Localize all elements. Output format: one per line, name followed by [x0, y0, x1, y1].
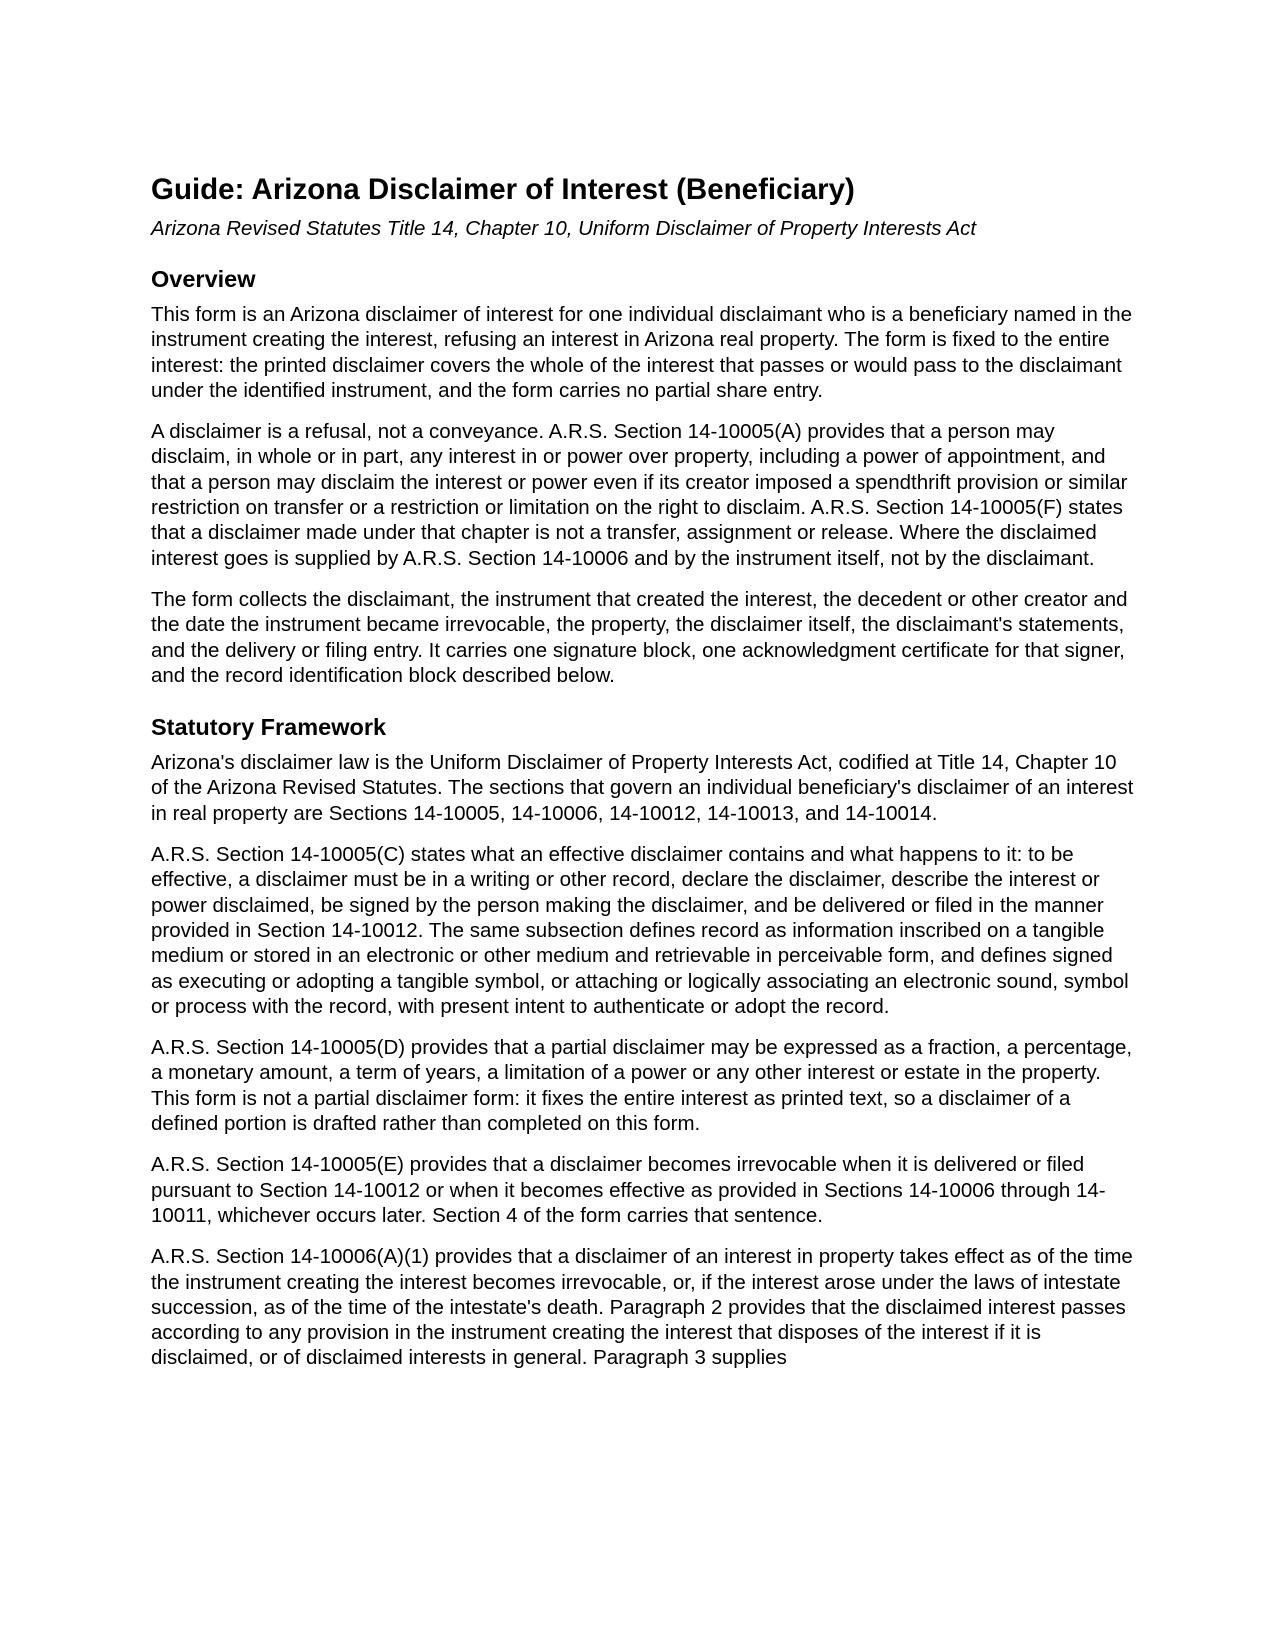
- document-subtitle: Arizona Revised Statutes Title 14, Chapter 10, Uniform Disclaimer of Property Interests Act: [151, 217, 977, 240]
- statutory-paragraph-3: A.R.S. Section 14-10005(D) provides that a partial disclaimer may be expressed as a fraction, a percentage, a monetary amount, a term of years, a limitation of a power or any other interest or estate in the property. This form is not a partial disclaimer form: it fixes the entire interest as printed text, so a disclaimer of a defined portion is drafted rather than completed on this form.: [151, 1036, 1133, 1136]
- overview-section: [151, 265, 1136, 688]
- statutory-framework-section: [151, 713, 1136, 1371]
- overview-paragraph-1: This form is an Arizona disclaimer of interest for one individual disclaimant who is a beneficiary named in the instrument creating the interest, refusing an interest in Arizona real property. The form is fixed to the entire interest: the printed disclaimer covers the whole of the interest that passes or would pass to the disclaimant under the identified instrument, and the form carries no partial share entry.: [151, 303, 1133, 402]
- statutory-paragraph-4: A.R.S. Section 14-10005(E) provides that a disclaimer becomes irrevocable when it is delivered or filed pursuant to Section 14-10012 or when it becomes effective as provided in Sections 14-10006 through 14-10011, whichever occurs later. Section 4 of the form carries that sentence.: [151, 1153, 1106, 1227]
- overview-paragraph-3: The form collects the disclaimant, the instrument that created the interest, the decedent or other creator and the date the instrument became irrevocable, the property, the disclaimer itself, the disclaimant's statements, and the delivery or filing entry. It carries one signature block, one acknowledgment certificate for that signer, and the record identification block described below.: [151, 587, 1128, 687]
- statutory-paragraph-5: A.R.S. Section 14-10006(A)(1) provides that a disclaimer of an interest in property takes effect as of the time the instrument creating the interest becomes irrevocable, or, if the interest arose under the laws of intestate succession, as of the time of the intestate's death. Paragraph 2 provides that the disclaimed interest passes according to any provision in the instrument creating the interest that disposes of the interest if it is disclaimed, or of disclaimed interests in general. Paragraph 3 supplies: [151, 1245, 1133, 1370]
- document-title: Guide: Arizona Disclaimer of Interest (Beneficiary): [151, 173, 855, 206]
- statutory-paragraph-1: Arizona's disclaimer law is the Uniform Disclaimer of Property Interests Act, codified at Title 14, Chapter 10 of the Arizona Revised Statutes. The sections that govern an individual beneficiary's disclaimer of an interest in real property are Sections 14-10005, 14-10006, 14-10012, 14-10013, and 14-10014.: [151, 751, 1134, 825]
- overview-paragraph-2: A disclaimer is a refusal, not a conveyance. A.R.S. Section 14-10005(A) provides that a person may disclaim, in whole or in part, any interest in or power over property, including a power of appointment, and that a person may disclaim the interest or power even if its creator imposed a spendthrift provision or similar restriction on transfer or a restriction or limitation on the right to disclaim. A.R.S. Section 14-10005(F) states that a disclaimer made under that chapter is not a transfer, assignment or release. Where the disclaimed interest goes is supplied by A.R.S. Section 14-10006 and by the instrument itself, not by the disclaimant.: [151, 420, 1128, 570]
- overview-heading: Overview: [151, 266, 256, 292]
- statutory-framework-heading: Statutory Framework: [151, 714, 387, 741]
- document-page: [151, 172, 1136, 1371]
- statutory-paragraph-2: A.R.S. Section 14-10005(C) states what an effective disclaimer contains and what happens to it: to be effective, a disclaimer must be in a writing or other record, declare the disclaimer, describe the interest or power disclaimed, be signed by the person making the disclaimer, and be delivered or filed in the manner provided in Section 14-10012. The same subsection defines record as information inscribed on a tangible medium or stored in an electronic or other medium and retrievable in perceivable form, and defines signed as executing or adopting a tangible symbol, or attaching or logically associating an electronic sound, symbol or process with the record, with present intent to authenticate or adopt the record.: [151, 843, 1129, 1018]
